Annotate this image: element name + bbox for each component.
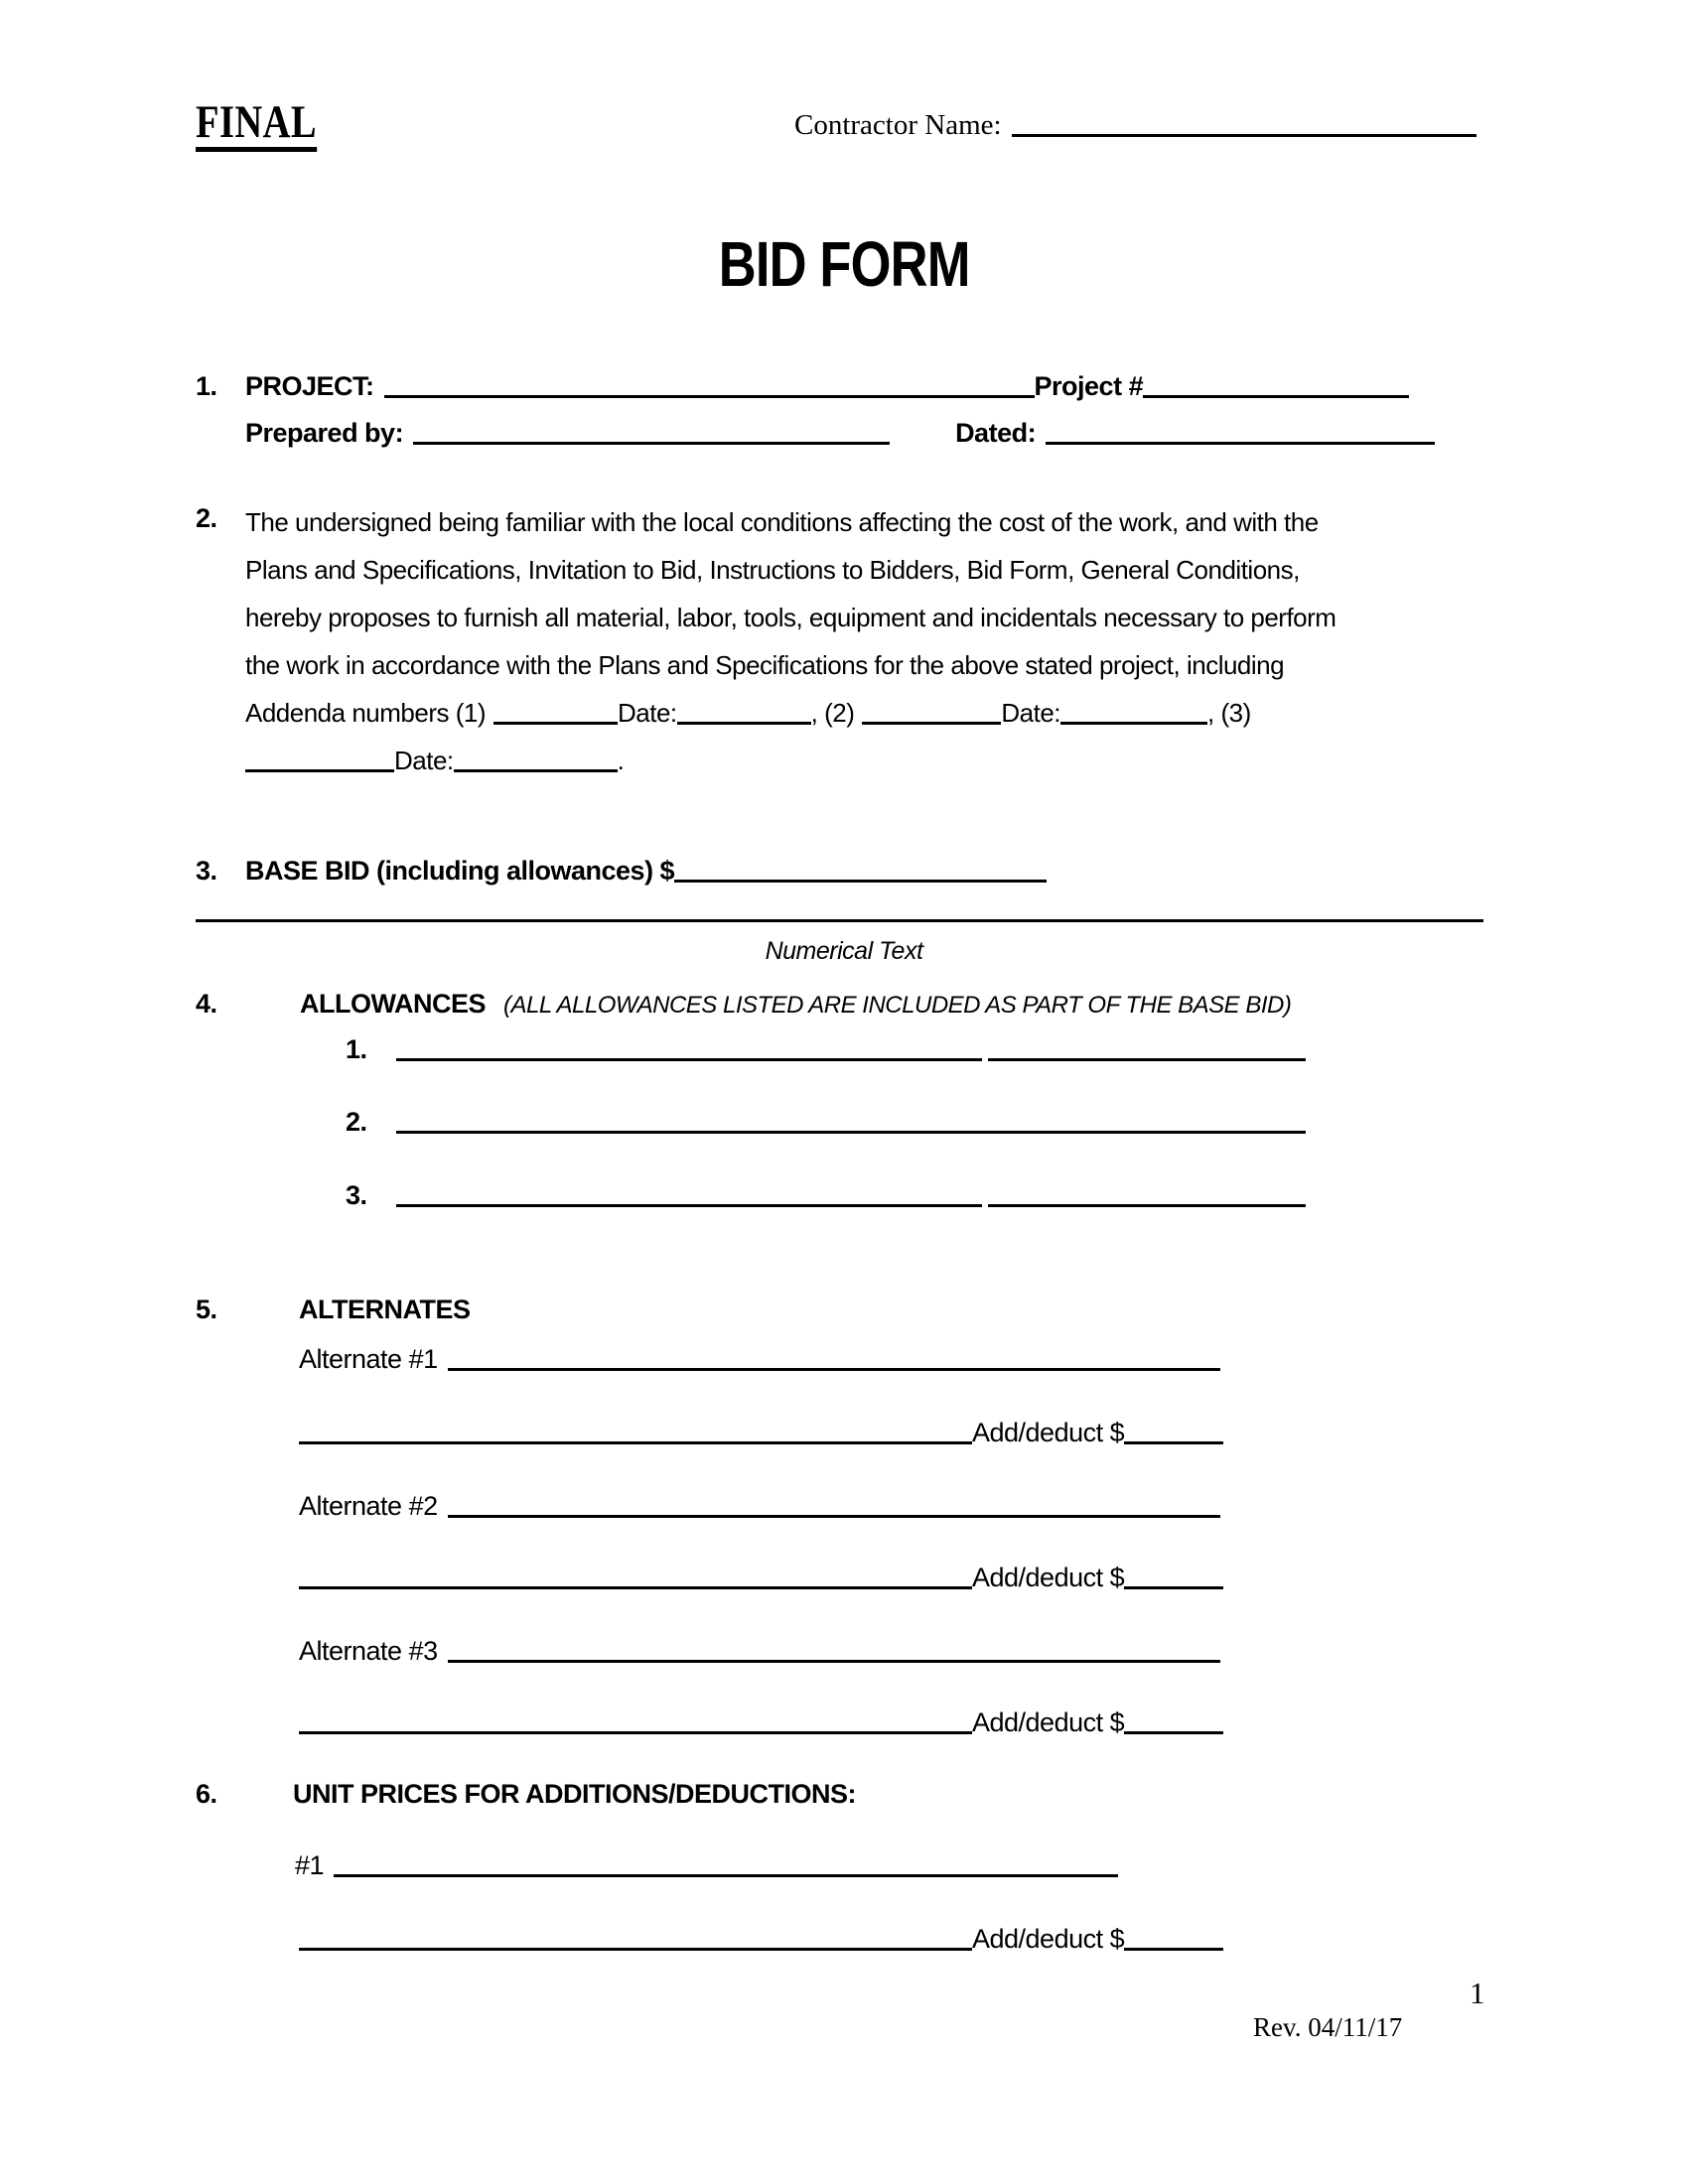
base-bid-label: BASE BID (including allowances) $ — [245, 856, 675, 886]
section2-addenda-line2 — [245, 737, 1336, 784]
alternate-3-row — [299, 1636, 1220, 1667]
allowance-3-blank-line-b — [988, 1181, 1306, 1207]
project-blank-line — [384, 372, 1035, 398]
section-divider-line — [196, 919, 1483, 922]
dated-blank-line — [1046, 419, 1435, 445]
allowance-3-blank-line-a — [396, 1181, 982, 1207]
addenda-sep3: , (3) — [1207, 698, 1251, 728]
alternate-1-row — [299, 1344, 1220, 1375]
allowance-1-blank-line-a — [396, 1035, 982, 1061]
alternate-1-adddeduct-row — [299, 1418, 1223, 1448]
unit-price-1-blank-line — [334, 1851, 1118, 1877]
addenda2-blank-line — [862, 700, 1001, 725]
alternate-1-amount-blank-line — [1124, 1419, 1223, 1444]
addenda-sep2: , (2) — [810, 698, 855, 728]
alternate-3-desc-blank-line — [299, 1708, 972, 1734]
alternate-2-desc-blank-line — [299, 1564, 972, 1589]
unit-price-1-amount-blank-line — [1124, 1925, 1223, 1951]
page-number: 1 — [1470, 1976, 1485, 2010]
alternates-title: ALTERNATES — [299, 1295, 471, 1324]
section6-header — [196, 1779, 856, 1810]
project-number-label: Project # — [1034, 371, 1144, 401]
alternate-1-desc-blank-line — [299, 1419, 972, 1444]
unit-price-1-adddeduct-label: Add/deduct $ — [972, 1924, 1125, 1954]
contractor-name-row — [794, 109, 1477, 142]
section2-line3: hereby proposes to furnish all material, labor, tools, equipment and incidentals necessary to perform — [245, 603, 1336, 632]
allowance-1-number: 1. — [346, 1034, 367, 1064]
section4-header — [196, 989, 1291, 1020]
alternate-3-adddeduct-label: Add/deduct $ — [972, 1707, 1125, 1737]
section3-base-bid-row — [196, 856, 1047, 887]
alternate-1-label: Alternate #1 — [299, 1344, 438, 1374]
final-stamp — [196, 96, 317, 152]
addenda1-blank-line — [493, 700, 618, 725]
unit-price-1-desc-blank-line — [299, 1925, 972, 1951]
allowance-item-1 — [346, 1034, 1306, 1065]
section5-number: 5. — [196, 1295, 217, 1324]
addenda3-blank-line — [245, 748, 394, 772]
document-title-row — [0, 228, 1688, 300]
alternate-1-blank-line — [448, 1345, 1220, 1371]
date1-blank-line — [677, 700, 811, 725]
allowance-2-blank-line — [396, 1108, 1306, 1134]
allowances-note: (ALL ALLOWANCES LISTED ARE INCLUDED AS PART OF THE BASE BID) — [503, 992, 1292, 1019]
section2-number: 2. — [196, 503, 217, 533]
allowances-title: ALLOWANCES — [300, 989, 486, 1019]
revision-date: Rev. 04/11/17 — [1253, 2012, 1403, 2042]
section1-project-row — [196, 371, 1409, 402]
numerical-text-caption: Numerical Text — [765, 937, 923, 965]
final-stamp-text: FINAL — [196, 99, 317, 152]
base-bid-blank-line — [674, 857, 1047, 883]
contractor-name-label: Contractor Name: — [794, 109, 1002, 141]
alternate-2-row — [299, 1491, 1220, 1522]
section3-number: 3. — [196, 856, 217, 886]
section2-addenda-line — [245, 689, 1336, 737]
prepared-by-blank-line — [413, 419, 890, 445]
section1-number: 1. — [196, 371, 217, 401]
contractor-name-blank-line — [1012, 109, 1477, 137]
date-label-2: Date: — [1001, 698, 1061, 728]
alternate-2-amount-blank-line — [1124, 1564, 1223, 1589]
alternate-3-amount-blank-line — [1124, 1708, 1223, 1734]
alternate-2-adddeduct-label: Add/deduct $ — [972, 1563, 1125, 1592]
section2 — [196, 498, 1336, 784]
alternate-3-adddeduct-row — [299, 1707, 1223, 1738]
project-number-blank-line — [1143, 372, 1409, 398]
addenda-prefix: Addenda numbers (1) — [245, 698, 486, 728]
section5-header — [196, 1295, 471, 1325]
allowance-item-2 — [346, 1107, 1306, 1138]
date3-blank-line — [454, 748, 618, 772]
alternate-2-adddeduct-row — [299, 1563, 1223, 1593]
alternate-1-adddeduct-label: Add/deduct $ — [972, 1418, 1125, 1447]
unit-price-1-label: #1 — [295, 1850, 325, 1880]
allowance-1-blank-line-b — [988, 1035, 1306, 1061]
unit-price-1-adddeduct-row — [299, 1924, 1223, 1955]
allowance-item-3 — [346, 1180, 1306, 1211]
section6-number: 6. — [196, 1779, 217, 1809]
page-title: BID FORM — [718, 228, 970, 300]
section4-number: 4. — [196, 989, 217, 1019]
unit-prices-title: UNIT PRICES FOR ADDITIONS/DEDUCTIONS: — [293, 1779, 857, 1809]
section2-line2: Plans and Specifications, Invitation to Bid, Instructions to Bidders, Bid Form, General Conditions, — [245, 555, 1300, 585]
alternate-2-blank-line — [448, 1492, 1220, 1518]
section2-line4: the work in accordance with the Plans and Specifications for the above stated project, including — [245, 650, 1285, 680]
allowance-3-number: 3. — [346, 1180, 367, 1210]
unit-price-1-row — [295, 1850, 1118, 1881]
prepared-by-label: Prepared by: — [245, 418, 404, 448]
allowance-2-number: 2. — [346, 1107, 367, 1137]
section1-prepared-row — [245, 418, 1435, 449]
addenda-period: . — [617, 746, 625, 775]
section2-line1: The undersigned being familiar with the local conditions affecting the cost of the work, and with the — [245, 507, 1319, 537]
project-label: PROJECT: — [245, 371, 374, 401]
dated-label: Dated: — [955, 418, 1037, 448]
alternate-3-label: Alternate #3 — [299, 1636, 438, 1666]
alternate-3-blank-line — [448, 1637, 1220, 1663]
date-label-1: Date: — [617, 698, 677, 728]
date-label-3: Date: — [394, 746, 454, 775]
alternate-2-label: Alternate #2 — [299, 1491, 438, 1521]
date2-blank-line — [1060, 700, 1207, 725]
